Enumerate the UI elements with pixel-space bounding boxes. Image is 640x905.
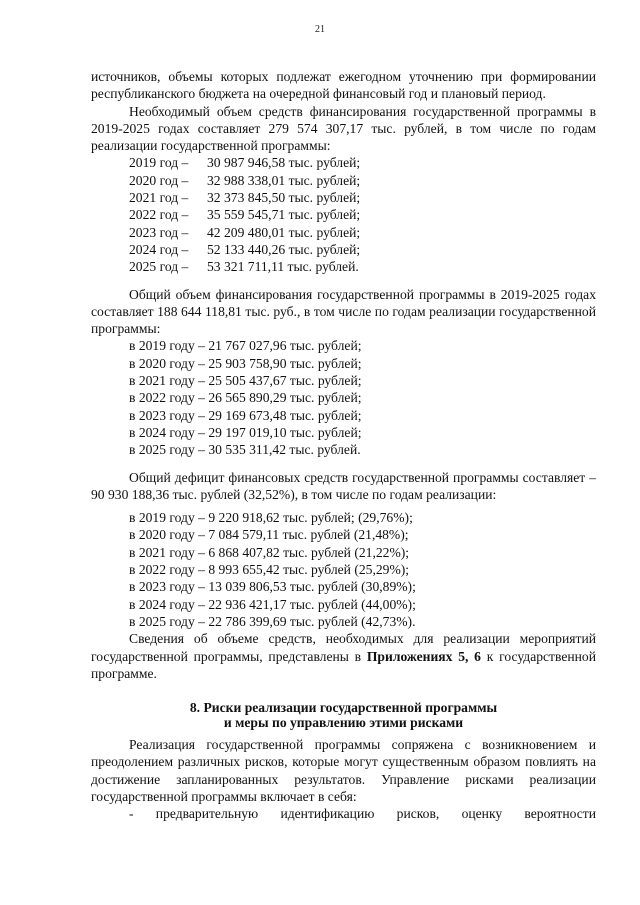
list-item: 2022 год – 35 559 545,71 тыс. рублей; [129, 207, 361, 223]
list-item: 2019 год – 30 987 946,58 тыс. рублей; [129, 155, 361, 171]
paragraph-continuation: источников, объемы которых подлежат ежегодном уточнению при формировании республиканского бюджета на очередной финансовый год и плановый период. [91, 69, 596, 102]
total-funding-list [91, 337, 596, 458]
required-funding-list [91, 154, 596, 275]
paragraph-appendix-info: Сведения об объеме средств, необходимых для реализации мероприятий государственной программы, представлены в Приложениях 5, 6 к государственной программе. [91, 631, 596, 681]
appendix-reference: Приложениях 5, 6 [366, 648, 481, 664]
list-item: в 2021 году – 25 505 437,67 тыс. рублей; [129, 373, 362, 389]
paragraph-total-funding: Общий объем финансирования государственной программы в 2019-2025 годах составляет 188 644 118,81 тыс. руб., в том числе по годам реализации государственной программы: [91, 286, 596, 337]
page-number: 21 [315, 24, 325, 35]
list-item: в 2022 году – 26 565 890,29 тыс. рублей; [129, 390, 362, 406]
list-item: 2023 год – 42 209 480,01 тыс. рублей; [129, 224, 361, 240]
list-item: 2025 год – 53 321 711,11 тыс. рублей. [129, 259, 359, 275]
list-item: - предварительную идентификацию рисков, оценку вероятности [129, 806, 596, 822]
list-item: в 2024 году – 29 197 019,10 тыс. рублей; [129, 424, 362, 440]
deficit-list [91, 509, 596, 630]
list-item: в 2022 году – 8 993 655,42 тыс. рублей (25,29%); [129, 562, 410, 578]
list-item: в 2020 году – 25 903 758,90 тыс. рублей; [129, 355, 362, 371]
list-item: 2021 год – 32 373 845,50 тыс. рублей; [129, 190, 361, 206]
list-item: в 2019 году – 9 220 918,62 тыс. рублей; (29,76%); [129, 510, 413, 526]
paragraph-risks: Реализация государственной программы сопряжена с возникновением и преодолением различных рисков, которые могут существенным образом повлиять на достижение запланированных результатов. Управление рисками реализации государственной программы включает в себя: [91, 737, 596, 804]
paragraph-deficit: Общий дефицит финансовых средств государственной программы составляет – 90 930 188,36 тыс. рублей (32,52%), в том числе по годам реализации: [91, 469, 596, 502]
section-heading: 8. Риски реализации государственной программы и меры по управлению этими рисками [189, 700, 498, 730]
list-item: в 2019 году – 21 767 027,96 тыс. рублей; [129, 338, 362, 354]
paragraph-required-funding: Необходимый объем средств финансирования государственной программы в 2019-2025 годах составляет 279 574 307,17 тыс. рублей, в том числе по годам реализации государственной программы: [91, 103, 596, 154]
list-item: в 2024 году – 22 936 421,17 тыс. рублей (44,00%); [129, 596, 416, 612]
list-item: в 2021 году – 6 868 407,82 тыс. рублей (21,22%); [129, 544, 410, 560]
document-body [91, 68, 596, 823]
list-item: в 2023 году – 13 039 806,53 тыс. рублей (30,89%); [129, 579, 416, 595]
list-item: 2024 год – 52 133 440,26 тыс. рублей; [129, 241, 361, 257]
list-item: в 2025 году – 22 786 399,69 тыс. рублей (42,73%). [129, 613, 416, 629]
list-item: 2020 год – 32 988 338,01 тыс. рублей; [129, 172, 361, 188]
list-item: в 2025 году – 30 535 311,42 тыс. рублей. [129, 442, 361, 458]
list-item: в 2023 году – 29 169 673,48 тыс. рублей; [129, 407, 362, 423]
list-item: в 2020 году – 7 084 579,11 тыс. рублей (21,48%); [129, 527, 409, 543]
